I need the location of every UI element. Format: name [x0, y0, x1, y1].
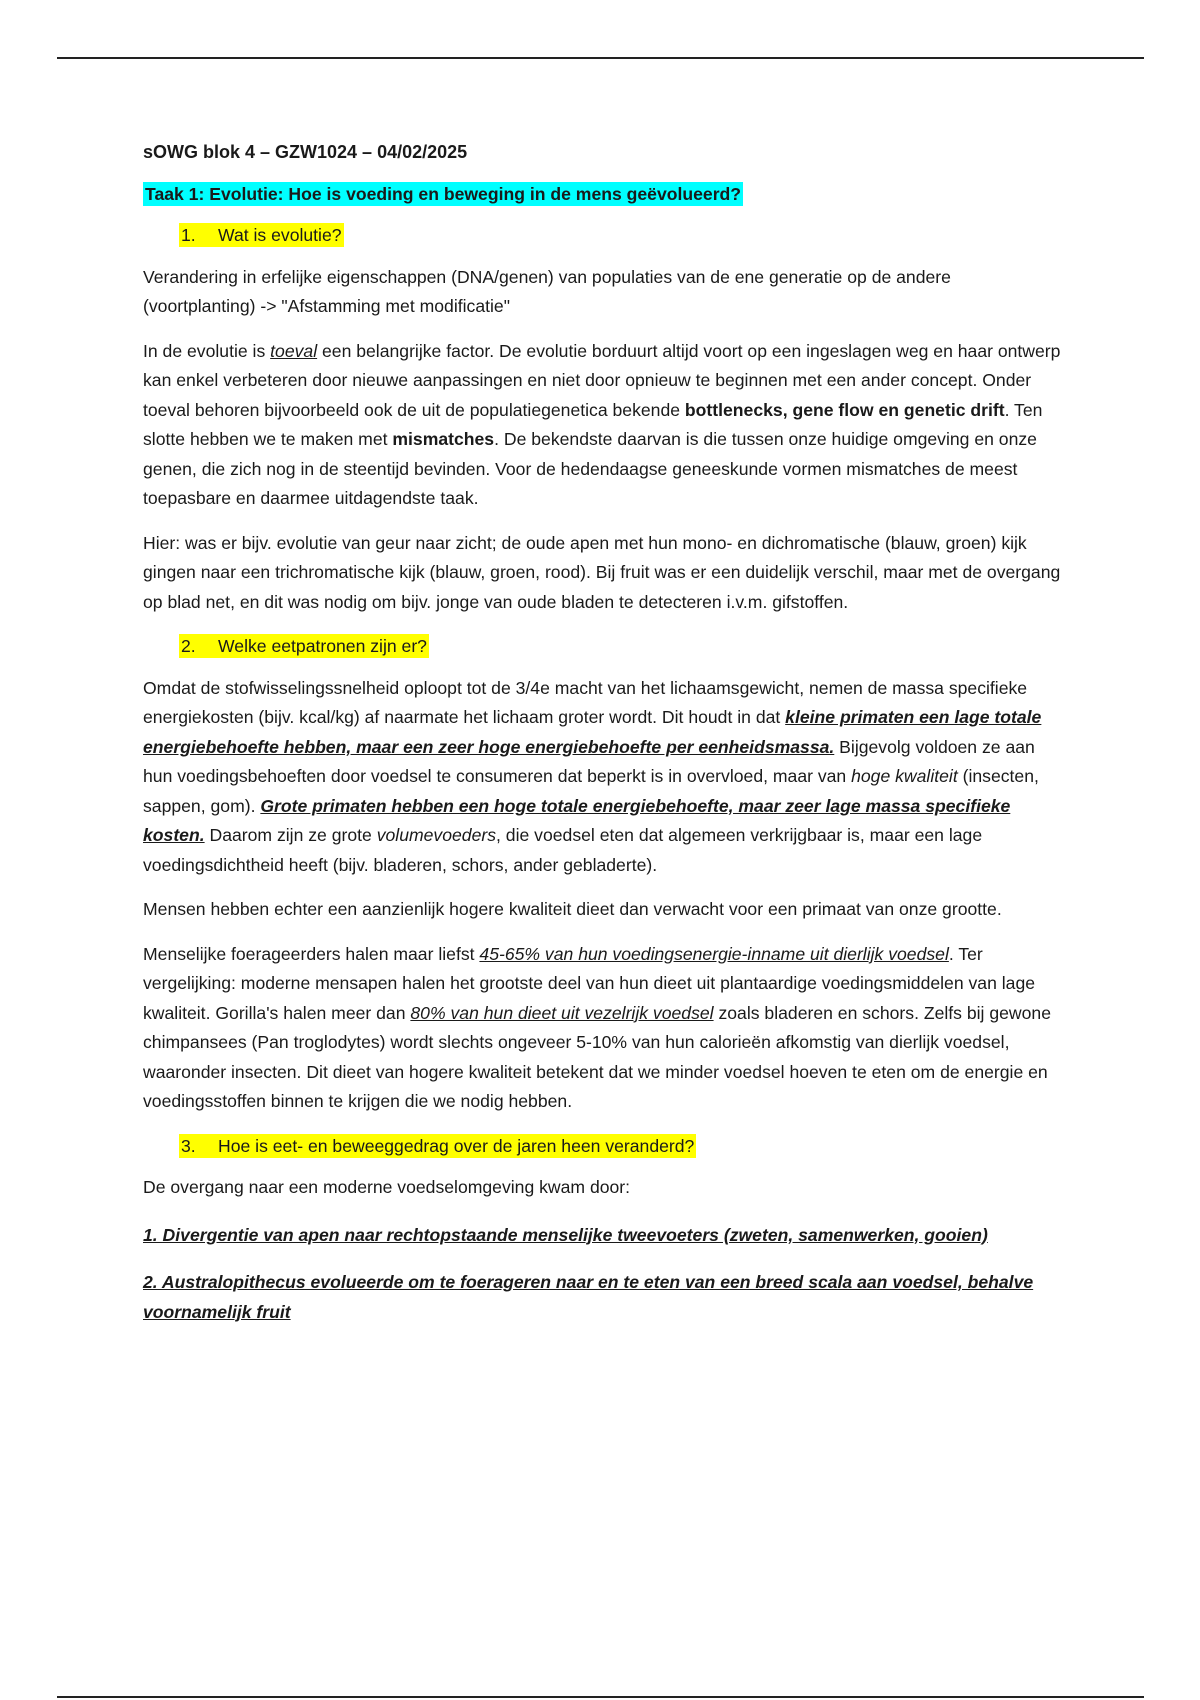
page-bottom-rule — [57, 1696, 1144, 1698]
text-run: In de evolutie is — [143, 340, 271, 361]
bold-term-bottlenecks: bottlenecks, gene flow en genetic drift — [684, 399, 1005, 420]
italic-high-quality: hoge kwaliteit — [851, 766, 958, 786]
text-run: een belangrijke factor. De evolutie borduurt altijd voort op een ingeslagen weg en haar ontwerp kan enkel verbeteren door nieuwe aanpassingen en niet door opnieuw te beginnen met een ander concept. Onder toeval behoren bijvoorbeeld ook de uit de populatiegenetica bekende — [143, 340, 1061, 420]
emphasis-toeval: toeval — [270, 340, 318, 361]
question-1 — [143, 221, 1063, 251]
text-run: , die voedsel eten dat algemeen verkrijgbaar is, maar een lage voedingsdichtheid heeft (bijv. bladeren, schors, ander gebladerte). — [143, 825, 983, 875]
text-run: . De bekendste daarvan is die tussen onze huidige omgeving en onze genen, die zich nog in de steentijd bevinden. Voor de hedendaagse geneeskunde vormen mismatches de meest toepasbare en daarmee uitdagendste taak. — [143, 429, 1037, 508]
bold-term-mismatches: mismatches — [392, 429, 495, 449]
text-run: Omdat de stofwisselingssnelheid oploopt tot de 3/4e macht van het lichaamsgewicht, nemen de massa specifieke energiekosten (bijv. kcal/kg) af naarmate het lichaam groter wordt. Dit houdt in dat — [143, 677, 1028, 727]
emphasis-small-primates: kleine primaten een lage totale energiebehoefte hebben, maar een zeer hoge energiebehoefte per eenheidsmassa. — [143, 707, 1042, 757]
q3-paragraph-1: De overgang naar een moderne voedselomgeving kwam door: — [143, 1177, 631, 1197]
emphasis-fiber-food: 80% van hun dieet uit vezelrijk voedsel — [410, 1002, 714, 1023]
page-top-rule — [57, 57, 1144, 59]
emphasis-animal-food: 45-65% van hun voedingsenergie-inname uit dierlijk voedsel — [479, 943, 949, 964]
question-3-highlight — [179, 1134, 696, 1158]
task-heading-text: Taak 1: Evolutie: Hoe is voeding en beweging in de mens geëvolueerd? — [145, 183, 742, 204]
emphasis-large-primates: Grote primaten hebben een hoge totale energiebehoefte, maar zeer lage massa specifieke kosten. — [143, 795, 1011, 845]
q3-list-item-1: 1. Divergentie van apen naar rechtopstaande menselijke tweevoeters (zweten, samenwerken, gooien) — [143, 1224, 988, 1245]
text-run: Menselijke foerageerders halen maar liefst — [143, 943, 480, 964]
question-2-text: Welke eetpatronen zijn er? — [218, 636, 427, 656]
text-run: . Ten slotte hebben we te maken met — [143, 399, 1043, 449]
q2-paragraph-2: Mensen hebben echter een aanzienlijk hogere kwaliteit dieet dan verwacht voor een primaat van onze grootte. — [143, 899, 1002, 919]
question-1-number: 1. — [181, 225, 196, 245]
document-body — [143, 138, 1063, 1342]
task-heading — [143, 180, 1063, 210]
q2-paragraph-1 — [143, 674, 1063, 881]
question-1-highlight — [179, 223, 344, 247]
text-run: . Ter vergelijking: moderne mensapen halen het grootste deel van hun dieet uit plantaardige voedingsmiddelen van lage kwaliteit. Gorilla's halen meer dan — [143, 943, 1036, 1023]
q2-paragraph-3 — [143, 940, 1063, 1117]
q1-paragraph-1: Verandering in erfelijke eigenschappen (DNA/genen) van populaties van de ene generatie op de andere (voortplanting) -> "Afstamming met modificatie" — [143, 266, 951, 316]
question-1-text: Wat is evolutie? — [218, 225, 342, 245]
q1-paragraph-2 — [143, 337, 1063, 514]
question-3-text: Hoe is eet- en beweeggedrag over de jaren heen veranderd? — [218, 1135, 695, 1156]
text-run: zoals bladeren en schors. Zelfs bij gewone chimpansees (Pan troglodytes) wordt slechts ongeveer 5-10% van hun calorieën afkomstig van dierlijk voedsel, waaronder insecten. Dit dieet van hogere kwaliteit betekent dat we minder voedsel hoeven te eten om de energie en voedingsstoffen binnen te krijgen die we nodig hebben. — [143, 1002, 1051, 1111]
question-2-highlight — [179, 634, 429, 658]
question-3-number: 3. — [181, 1135, 196, 1156]
italic-volumevoeders: volumevoeders — [376, 825, 497, 845]
question-2-number: 2. — [181, 636, 196, 656]
q3-list-item-2: 2. Australopithecus evolueerde om te foerageren naar en te eten van een breed scala aan voedsel, behalve voornamelijk fruit — [143, 1272, 1034, 1322]
text-run: (insecten, sappen, gom). — [143, 766, 1039, 816]
q1-paragraph-3: Hier: was er bijv. evolutie van geur naar zicht; de oude apen met hun mono- en dichromatische (blauw, groen) kijk gingen naar een trichromatische kijk (blauw, groen, rood). Bij fruit was er een duidelijk verschil, maar met de overgang op blad net, en dit was nodig om bijv. jonge van oude bladen te detecteren i.v.m. gifstoffen. — [143, 532, 1061, 612]
document-title: sOWG blok 4 – GZW1024 – 04/02/2025 — [143, 142, 468, 162]
text-run: Daarom zijn ze grote — [204, 825, 377, 845]
question-3 — [143, 1132, 1063, 1162]
question-2 — [143, 632, 1063, 662]
text-run: Bijgevolg voldoen ze aan hun voedingsbehoeften door voedsel te consumeren dat beperkt is in overvloed, maar van — [143, 736, 1035, 786]
